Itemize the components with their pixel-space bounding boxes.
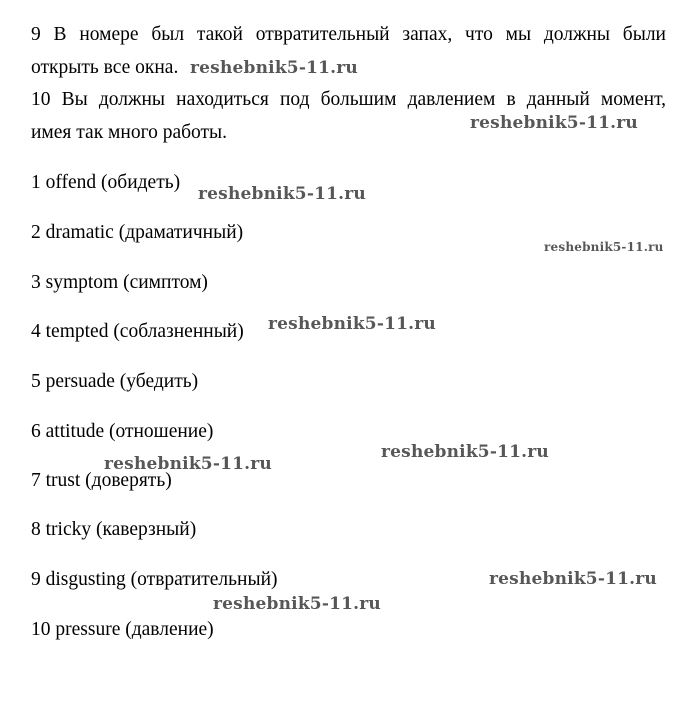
watermark: reshebnik5-11.ru [544, 240, 664, 254]
vocab-item-5: 5 persuade (убедить) [31, 371, 199, 392]
watermark: reshebnik5-11.ru [213, 594, 381, 614]
watermark: reshebnik5-11.ru [190, 58, 358, 78]
vocab-item-7: 7 trust (доверять) [31, 470, 172, 491]
watermark: reshebnik5-11.ru [470, 113, 638, 133]
sentence-10-line-2: имея так много работы. [31, 122, 228, 143]
vocab-item-10: 10 pressure (давление) [31, 619, 214, 640]
watermark: reshebnik5-11.ru [104, 454, 272, 474]
watermark: reshebnik5-11.ru [489, 569, 657, 589]
watermark: reshebnik5-11.ru [198, 184, 366, 204]
vocab-item-4: 4 tempted (соблазненный) [31, 321, 244, 342]
vocab-item-1: 1 offend (обидеть) [31, 172, 181, 193]
vocab-item-3: 3 symptom (симптом) [31, 272, 208, 293]
vocab-item-2: 2 dramatic (драматичный) [31, 222, 244, 243]
vocab-item-6: 6 attitude (отношение) [31, 421, 214, 442]
watermark: reshebnik5-11.ru [268, 314, 436, 334]
vocab-item-8: 8 tricky (каверзный) [31, 519, 197, 540]
watermark: reshebnik5-11.ru [381, 442, 549, 462]
sentence-10-line-1: 10 Вы должны находиться под большим давлением в данный момент, [31, 89, 666, 110]
sentence-9-line-2: открыть все окна. [31, 57, 179, 78]
vocab-item-9: 9 disgusting (отвратительный) [31, 569, 278, 590]
sentence-9-line-1: 9 В номере был такой отвратительный запах, что мы должны были [31, 24, 666, 45]
